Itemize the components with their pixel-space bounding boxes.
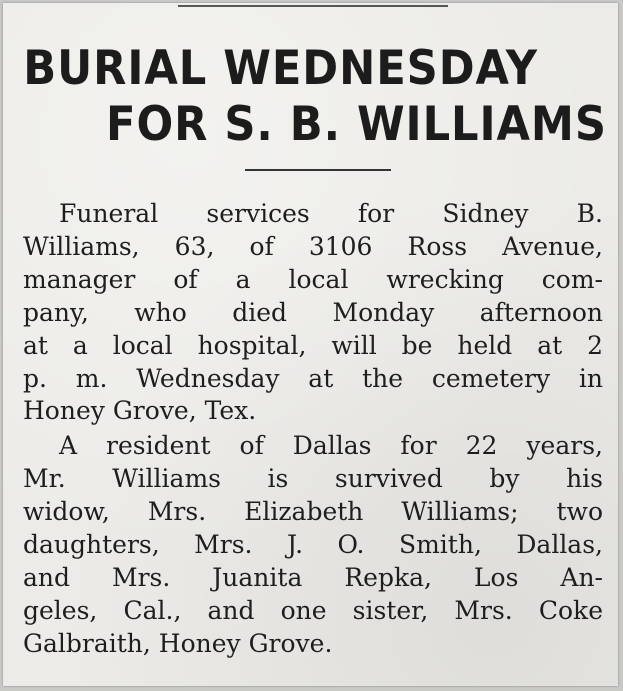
text-line: Williams, 63, of 3106 Ross Avenue,	[23, 231, 603, 261]
article-body	[23, 198, 603, 661]
text-line: daughters, Mrs. J. O. Smith, Dallas,	[23, 530, 603, 560]
text-line: and Mrs. Juanita Repka, Los An-	[23, 562, 603, 592]
top-rule	[178, 5, 448, 7]
text-line: at a local hospital, will be held at 2	[23, 330, 603, 360]
text-line: geles, Cal., and one sister, Mrs. Coke	[23, 595, 603, 625]
headline-divider	[245, 169, 391, 171]
paragraph-1	[23, 198, 603, 428]
text-line: Honey Grove, Tex.	[23, 396, 257, 426]
headline-line-2: FOR S. B. WILLIAMS	[106, 97, 607, 152]
text-line: Mr. Williams is survived by his	[23, 464, 603, 494]
text-line: pany, who died Monday afternoon	[23, 297, 603, 327]
paragraph-2	[23, 430, 603, 660]
newspaper-clipping	[3, 3, 618, 686]
text-line: p. m. Wednesday at the cemetery in	[23, 363, 603, 393]
text-line: Galbraith, Honey Grove.	[23, 628, 333, 658]
text-line: Funeral services for Sidney B.	[59, 199, 603, 228]
text-line: manager of a local wrecking com-	[23, 264, 603, 294]
text-line: widow, Mrs. Elizabeth Williams; two	[23, 497, 603, 527]
headline-line-1: BURIAL WEDNESDAY	[23, 41, 539, 96]
text-line: A resident of Dallas for 22 years,	[59, 431, 603, 461]
